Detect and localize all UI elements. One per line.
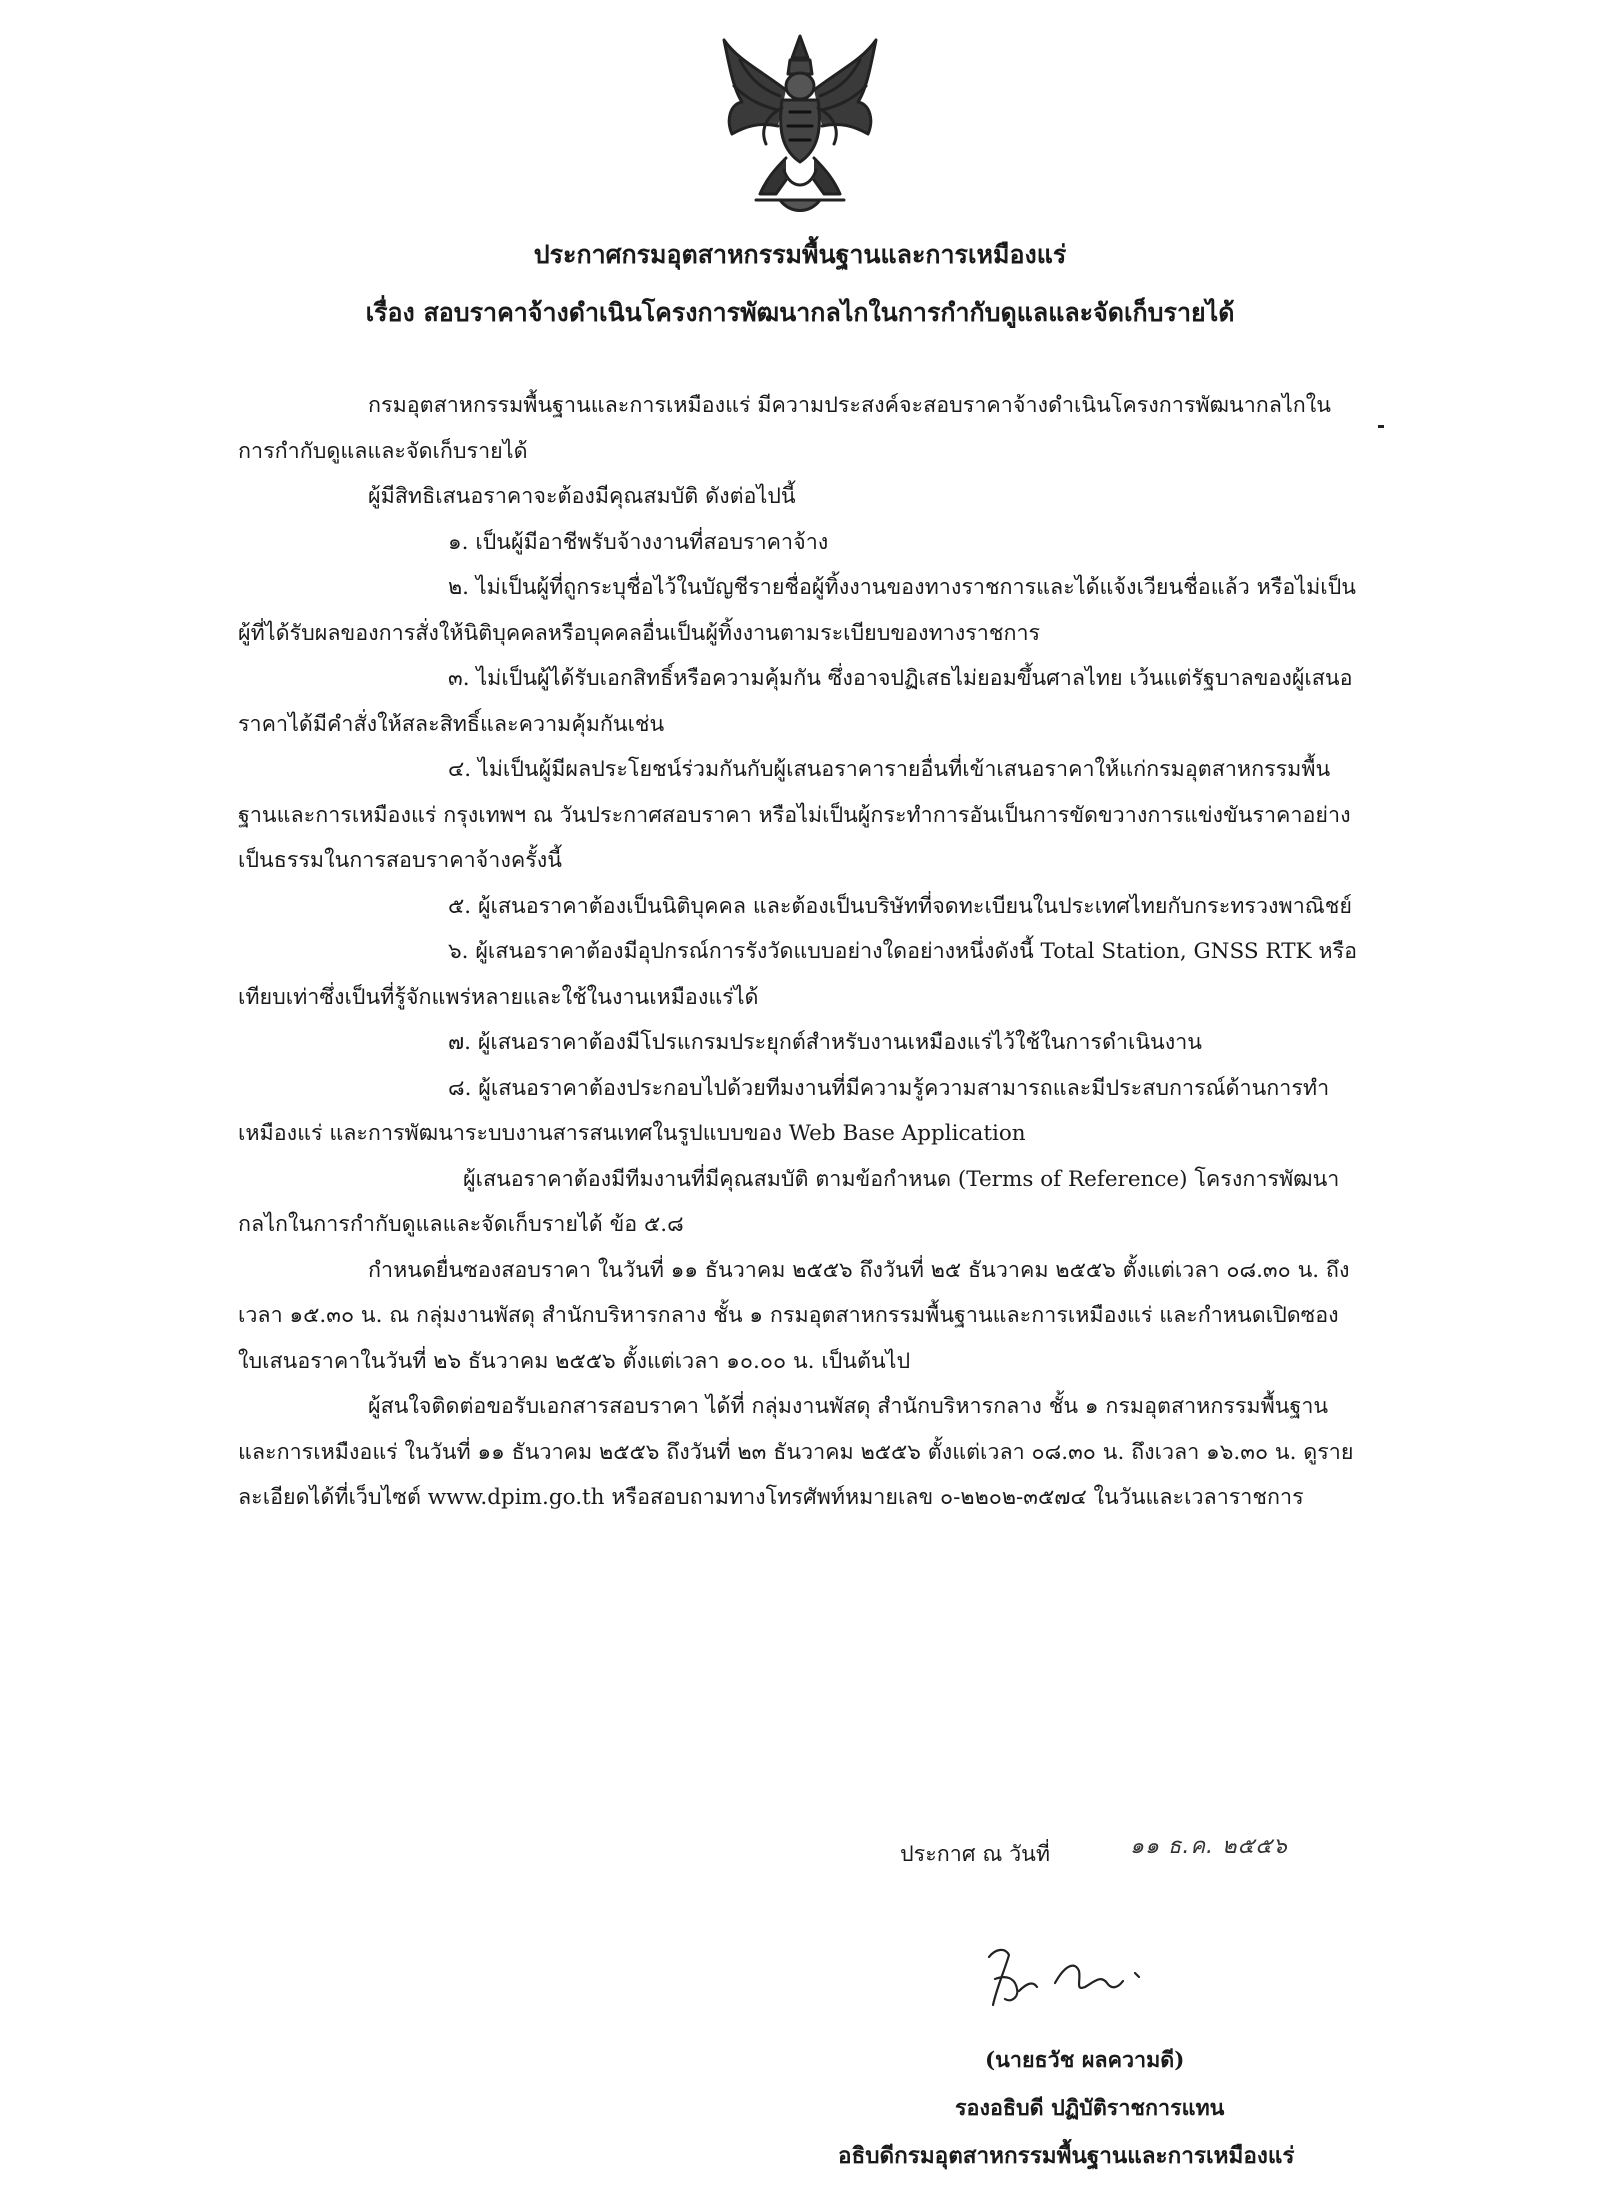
qualification-item: ๔. ไม่เป็นผู้มีผลประโยชน์ร่วมกันกับผู้เสนอราคารายอื่นที่เข้าเสนอราคาให้แก่กรมอุตสาหกรรมพื้นฐานและการเหมืองแร่ กรุงเทพฯ ณ วันประกาศสอบราคา หรือไม่เป็นผู้กระทำการอันเป็นการขัดขวางการแข่งขันราคาอย่างเป็นธรรมในการสอบราคาจ้างครั้งนี้: [238, 757, 1351, 873]
qualification-item: ๘. ผู้เสนอราคาต้องประกอบไปด้วยทีมงานที่มีความรู้ความสามารถและมีประสบการณ์ด้านการทำเหมืองแร่ และการพัฒนาระบบงานสารสนเทศในรูปแบบของ Web Base Application: [238, 1075, 1330, 1146]
signer-name: (นายธวัช ผลความดี): [985, 2048, 1185, 2073]
announcement-body: [238, 383, 1358, 1521]
signer-position: รองอธิบดี ปฏิบัติราชการแทน: [955, 2096, 1225, 2121]
intro-paragraph: กรมอุตสาหกรรมพื้นฐานและการเหมืองแร่ มีความประสงค์จะสอบราคาจ้างดำเนินโครงการพัฒนากลไกในการกำกับดูแลและจัดเก็บรายได้: [238, 393, 1331, 464]
submission-paragraph: กำหนดยื่นซองสอบราคา ในวันที่ ๑๑ ธันวาคม ๒๕๕๖ ถึงวันที่ ๒๕ ธันวาคม ๒๕๕๖ ตั้งแต่เวลา ๐๘.๓๐ น. ถึงเวลา ๑๕.๓๐ น. ณ กลุ่มงานพัสดุ สำนักบริหารกลาง ชั้น ๑ กรมอุตสาหกรรมพื้นฐานและการเหมืองแร่ และกำหนดเปิดซองใบเสนอราคาในวันที่ ๒๖ ธันวาคม ๒๕๕๖ ตั้งแต่เวลา ๑๐.๐๐ น. เป็นต้นไป: [238, 1257, 1350, 1374]
qualification-item: ๑. เป็นผู้มีอาชีพรับจ้างงานที่สอบราคาจ้าง: [448, 529, 829, 555]
qualification-item: ๓. ไม่เป็นผู้ได้รับเอกสิทธิ์หรือความคุ้มกัน ซึ่งอาจปฏิเสธไม่ยอมขึ้นศาลไทย เว้นแต่รัฐบาลของผู้เสนอราคาได้มีคำสั่งให้สละสิทธิ์และความคุ้มกันเช่น: [238, 666, 1353, 737]
garuda-emblem-icon: [720, 30, 880, 220]
scan-mark: [1378, 425, 1384, 428]
announcement-title: ประกาศกรมอุตสาหกรรมพื้นฐานและการเหมืองแร่: [533, 240, 1067, 269]
team-requirement-paragraph: ผู้เสนอราคาต้องมีทีมงานที่มีคุณสมบัติ ตามข้อกำหนด (Terms of Reference) โครงการพัฒนากลไกในการกำกับดูแลและจัดเก็บรายได้ ข้อ ๕.๘: [238, 1166, 1340, 1237]
announcement-subject: เรื่อง สอบราคาจ้างดำเนินโครงการพัฒนากลไกในการกำกับดูแลและจัดเก็บรายได้: [365, 298, 1235, 327]
qualification-item: ๒. ไม่เป็นผู้ที่ถูกระบุชื่อไว้ในบัญชีรายชื่อผู้ทิ้งงานของทางราชการและได้แจ้งเวียนชื่อแล้ว หรือไม่เป็นผู้ที่ได้รับผลของการสั่งให้นิติบุคคลหรือบุคคลอื่นเป็นผู้ทิ้งงานตามระเบียบของทางราชการ: [238, 575, 1356, 646]
qualification-item: ๖. ผู้เสนอราคาต้องมีอุปกรณ์การรังวัดแบบอย่างใดอย่างหนึ่งดังนี้ Total Station, GNSS RTK หรือเทียบเท่าซึ่งเป็นที่รู้จักแพร่หลายและใช้ในงานเหมืองแร่ได้: [238, 939, 1358, 1010]
announcement-date-value: ๑๑ ธ.ค. ๒๕๕๖: [1130, 1834, 1288, 1859]
announcement-date-label: ประกาศ ณ วันที่: [900, 1842, 1051, 1867]
qualifications-heading: ผู้มีสิทธิเสนอราคาจะต้องมีคุณสมบัติ ดังต่อไปนี้: [368, 484, 796, 509]
signer-office: อธิบดีกรมอุตสาหกรรมพื้นฐานและการเหมืองแร่: [838, 2143, 1295, 2169]
handwritten-signature-icon: [975, 1935, 1185, 2015]
contact-paragraph: ผู้สนใจติดต่อขอรับเอกสารสอบราคา ได้ที่ กลุ่มงานพัสดุ สำนักบริหารกลาง ชั้น ๑ กรมอุตสาหกรรมพื้นฐานและการเหมืงอแร่ ในวันที่ ๑๑ ธันวาคม ๒๕๕๖ ถึงวันที่ ๒๓ ธันวาคม ๒๕๕๖ ตั้งแต่เวลา ๐๘.๓๐ น. ถึงเวลา ๑๖.๓๐ น. ดูรายละเอียดได้ที่เว็บไซต์ www.dpim.go.th หรือสอบถามทางโทรศัพท์หมายเลข ๐-๒๒๐๒-๓๕๗๔ ในวันและเวลาราชการ: [238, 1394, 1354, 1510]
qualification-item: ๕. ผู้เสนอราคาต้องเป็นนิติบุคคล และต้องเป็นบริษัทที่จดทะเบียนในประเทศไทยกับกระทรวงพาณิชย์: [448, 893, 1352, 919]
qualification-item: ๗. ผู้เสนอราคาต้องมีโปรแกรมประยุกต์สำหรับงานเหมืองแร่ไว้ใช้ในการดำเนินงาน: [448, 1030, 1202, 1055]
